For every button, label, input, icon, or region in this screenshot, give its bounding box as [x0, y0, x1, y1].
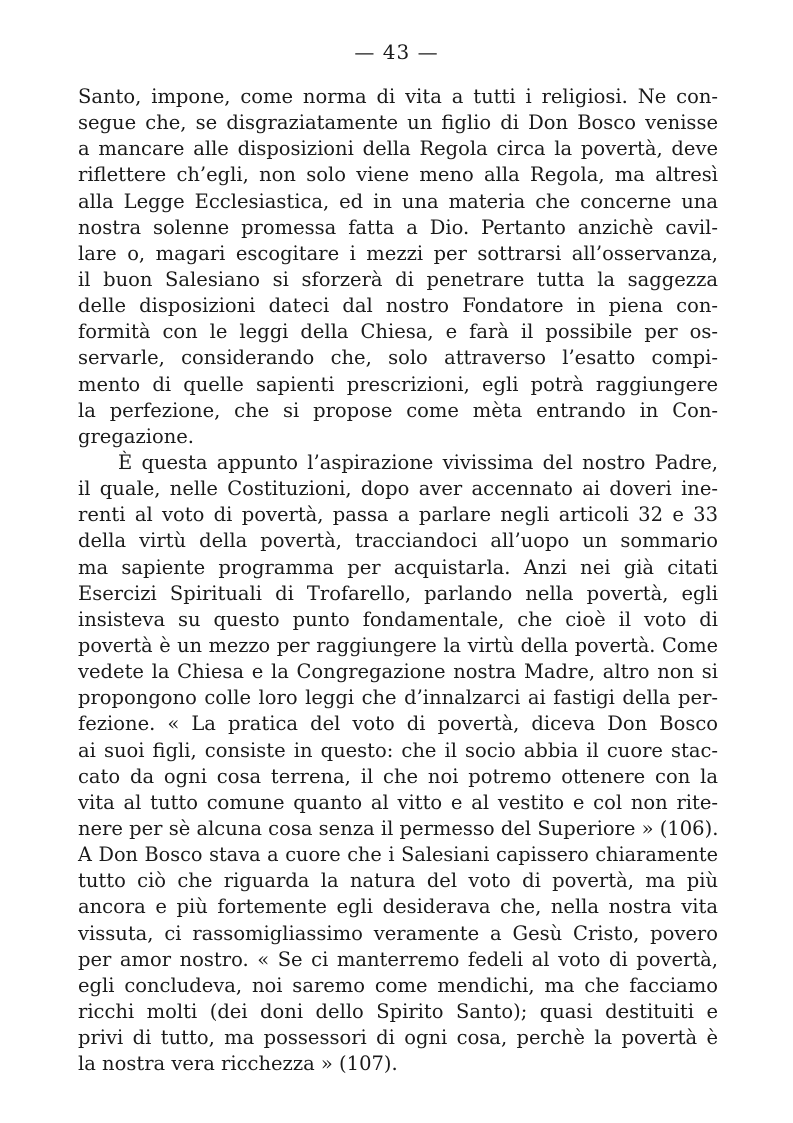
text-line: servarle, considerando che, solo attraverso l’esatto compi- — [78, 346, 718, 370]
text-line: povertà è un mezzo per raggiungere la virtù della povertà. Come — [78, 633, 718, 657]
text-line: È questa appunto l’aspirazione vivissima del nostro Padre, — [118, 450, 718, 474]
text-line: ancora e più fortemente egli desiderava che, nella nostra vita — [78, 895, 718, 919]
text-line: ricchi molti (dei doni dello Spirito Santo); quasi destituiti e — [78, 999, 718, 1023]
text-line: insisteva su questo punto fondamentale, che cioè il voto di — [78, 607, 718, 631]
text-line: vedete la Chiesa e la Congregazione nostra Madre, altro non si — [78, 660, 718, 684]
text-line: nere per sè alcuna cosa senza il permesso del Superiore » (106). — [78, 816, 719, 840]
text-line: la perfezione, che si propose come mèta entrando in Con- — [78, 398, 718, 422]
text-line: della virtù della povertà, tracciandoci all’uopo un sommario — [78, 529, 718, 553]
page-number: — 43 — — [354, 40, 439, 64]
text-line: il buon Salesiano si sforzerà di penetrare tutta la saggezza — [78, 267, 718, 291]
text-line: segue che, se disgraziatamente un figlio di Don Bosco venisse — [78, 111, 718, 135]
text-line: vissuta, ci rassomigliassimo veramente a Gesù Cristo, povero — [78, 921, 718, 945]
text-line: ai suoi figli, consiste in questo: che il socio abbia il cuore stac- — [78, 738, 718, 762]
text-line: nostra solenne promessa fatta a Dio. Pertanto anzichè cavil- — [78, 215, 718, 239]
text-line: formità con le leggi della Chiesa, e farà il possibile per os- — [78, 320, 718, 344]
text-line: il quale, nelle Costituzioni, dopo aver accennato ai doveri ine- — [78, 477, 718, 501]
text-line: propongono colle loro leggi che d’innalzarci ai fastigi della per- — [78, 686, 718, 710]
text-line: Esercizi Spirituali di Trofarello, parlando nella povertà, egli — [78, 581, 718, 605]
text-line: alla Legge Ecclesiastica, ed in una materia che concerne una — [78, 189, 718, 213]
text-line: vita al tutto comune quanto al vitto e al vestito e col non rite- — [78, 790, 718, 814]
text-line: A Don Bosco stava a cuore che i Salesiani capissero chiaramente — [78, 843, 718, 867]
text-line: renti al voto di povertà, passa a parlare negli articoli 32 e 33 — [78, 503, 718, 527]
text-line: per amor nostro. « Se ci manterremo fedeli al voto di povertà, — [78, 947, 718, 971]
text-line: riflettere ch’egli, non solo viene meno alla Regola, ma altresì — [78, 163, 718, 187]
text-line: a mancare alle disposizioni della Regola circa la povertà, deve — [78, 137, 718, 161]
text-line: la nostra vera ricchezza » (107). — [78, 1052, 398, 1076]
text-line: lare o, magari escogitare i mezzi per sottrarsi all’osservanza, — [78, 241, 718, 265]
text-line: fezione. « La pratica del voto di povertà, diceva Don Bosco — [78, 712, 718, 736]
body-text — [78, 84, 718, 1077]
text-line: mento di quelle sapienti prescrizioni, egli potrà raggiungere — [78, 372, 718, 396]
text-line: privi di tutto, ma possessori di ogni cosa, perchè la povertà è — [78, 1026, 718, 1050]
text-line: ma sapiente programma per acquistarla. Anzi nei già citati — [78, 555, 718, 579]
text-line: egli concludeva, noi saremo come mendichi, ma che facciamo — [78, 973, 718, 997]
text-line: delle disposizioni dateci dal nostro Fondatore in piena con- — [78, 294, 718, 318]
text-line: Santo, impone, come norma di vita a tutti i religiosi. Ne con- — [78, 85, 718, 108]
text-line: tutto ciò che riguarda la natura del voto di povertà, ma più — [78, 869, 718, 893]
text-line: gregazione. — [78, 424, 195, 448]
text-line: cato da ogni cosa terrena, il che noi potremo ottenere con la — [78, 764, 718, 788]
